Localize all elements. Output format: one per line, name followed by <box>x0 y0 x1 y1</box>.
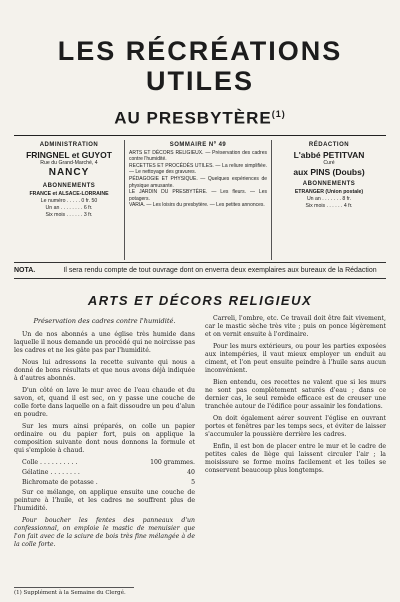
sommaire-item: VARIA. — Les loisirs du presbytère. — Les petites annonces. <box>129 202 265 209</box>
recipe-row <box>22 459 195 467</box>
recipe-row <box>22 479 195 487</box>
redaction-title: RÉDACTION <box>308 141 350 148</box>
recipe-name: Bichromate de potasse . <box>22 478 98 486</box>
subtitle-text: AU PRESBYTÈRE <box>114 108 272 128</box>
article-paragraph: Carreli, l'ombre, etc. Ce travail doit être fait vivement, car le mastic sèche très vite ; puis on ponce légèrement et on vernit ensuite à l'ordinaire. <box>205 314 386 338</box>
recipe-qty: 40 <box>187 468 195 476</box>
sommaire-item: ARTS ET DÉCORS RELIGIEUX. — Préservation des cadres contre l'humidité. <box>129 149 267 163</box>
recipe-row <box>22 469 195 477</box>
recipe-qty: 5 <box>191 478 195 486</box>
recipe-name: Colle . . . . . . . . . . <box>22 458 78 466</box>
administration-column <box>14 140 124 260</box>
administration-city: NANCY <box>48 166 90 178</box>
abonnements-title: ABONNEMENTS <box>42 182 96 189</box>
abonnement-line: Un an . . . . . . . . 6 fr. <box>45 204 93 211</box>
abonnements-title: ABONNEMENTS <box>302 180 356 187</box>
abonnement-line: Six mois . . . . . . 3 fr. <box>45 211 93 218</box>
redaction-column <box>272 140 386 260</box>
article-paragraph: Pour les murs extérieurs, ou pour les parties exposées aux intempéries, il vaut mieux employer un enduit au ciment, et l'on peut ensuite peindre à l'huile sans aucun inconvénient. <box>205 342 386 374</box>
article-paragraph: Nous lui adressons la recette suivante qui nous a donné de bons résultats et que nous avons déjà indiquée à d'autres abonnés. <box>14 358 195 382</box>
header-rule <box>14 135 386 136</box>
abonnement-line: Un an . . . . . . . 8 fr. <box>306 195 352 202</box>
article-paragraph: Sur les murs ainsi préparés, on colle un papier ordinaire ou du papier fort, puis on applique la composition suivante dont nous donnons la formule et qui s'emploie à chaud. <box>14 422 195 454</box>
article-columns <box>14 315 386 553</box>
article-paragraph: Un de nos abonnés a une église très humide dans laquelle il nous demande un procédé qui ne noircisse pas les cadres et ne les gâte pas par l'humidité. <box>14 330 195 354</box>
subtitle-mark: (1) <box>271 109 286 119</box>
abonnement-line: Six mois . . . . . . 4 fr. <box>305 202 353 209</box>
abonnement-line: ÉTRANGER (Union postale) <box>294 188 364 195</box>
sommaire-title: SOMMAIRE Nº 49 <box>169 141 227 148</box>
article-paragraph: Enfin, il est bon de placer entre le mur et le cadre de petites cales de liège qui laissent circuler l'air ; la moisissure se forme moins facilement et les toiles se conservent beaucoup plus longtemps. <box>205 442 386 474</box>
recipe-qty: 100 grammes. <box>150 458 195 466</box>
nota-band <box>14 262 386 279</box>
administration-line: FRINGNEL et GUYOT <box>26 149 112 160</box>
masthead-subtitle <box>14 104 386 129</box>
recipe-name: Gélatine . . . . . . . . <box>22 468 80 476</box>
article-paragraph: Pour boucher les fentes des panneaux d'un confessionnal, on emploie le mastic de menuisier que l'on fait avec de la sciure de bois très fine mélangée à de la colle forte. <box>14 516 195 548</box>
abonnement-line: FRANCE et ALSACE-LORRAINE <box>29 190 109 197</box>
sommaire-item: LE JARDIN DU PRESBYTÈRE. — Les fleurs. — Les potagers. <box>129 189 267 202</box>
info-band <box>14 140 386 260</box>
section-title: Préservation des cadres contre l'humidité. <box>33 316 176 325</box>
article-paragraph: Sur ce mélange, on applique ensuite une couche de peinture à l'huile, et les cadres ne souffrent plus de l'humidité. <box>14 488 195 512</box>
sommaire-item: PÉDAGOGIE ET PHYSIQUE. — Quelques expériences de physique amusante. <box>129 176 267 189</box>
redaction-name: L'abbé PETITVAN <box>293 149 365 160</box>
nota-label: NOTA. <box>14 266 36 274</box>
masthead-title: LES RÉCRÉATIONS UTILES <box>57 36 343 96</box>
redaction-place: aux PINS (Doubs) <box>293 166 365 177</box>
redaction-place-prefix: Curé <box>323 159 335 166</box>
sommaire-item: RECETTES ET PROCÉDÉS UTILES. — La reliure simplifiée. — Le nettoyage des gravures. <box>129 162 267 176</box>
administration-line: Rue du Grand-Marché, 4 <box>40 159 98 166</box>
nota-text: Il sera rendu compte de tout ouvrage dont on enverra deux exemplaires aux bureaux de la Rédaction <box>63 266 377 274</box>
article-paragraph: Bien entendu, ces recettes ne valent que si les murs ne sont pas complètement saturés d'eau ; dans ce dernier cas, le seul remède efficace est de creuser une tranchée autour de l'édifice pour assainir les fondations. <box>205 378 386 410</box>
article-left-column <box>14 315 195 553</box>
article-right-column <box>205 315 386 553</box>
sommaire-column <box>124 140 272 260</box>
administration-title: ADMINISTRATION <box>39 141 99 148</box>
abonnement-line: Le numéro . . . . . 0 fr. 50 <box>40 197 98 204</box>
article-title: ARTS ET DÉCORS RELIGIEUX <box>87 292 313 308</box>
article-paragraph: On doit également aérer souvent l'église en ouvrant portes et fenêtres par les temps secs, et éviter de laisser s'accumuler la poussière derrière les cadres. <box>205 414 386 438</box>
article-paragraph: D'un côté on lave le mur avec de l'eau chaude et du savon, et, quand il est sec, on y passe une couche de colle forte dans laquelle on a fait dissoudre un peu d'alun en poudre. <box>14 386 195 418</box>
footnote: (1) Supplément à la Semaine du Clergé. <box>14 587 134 596</box>
